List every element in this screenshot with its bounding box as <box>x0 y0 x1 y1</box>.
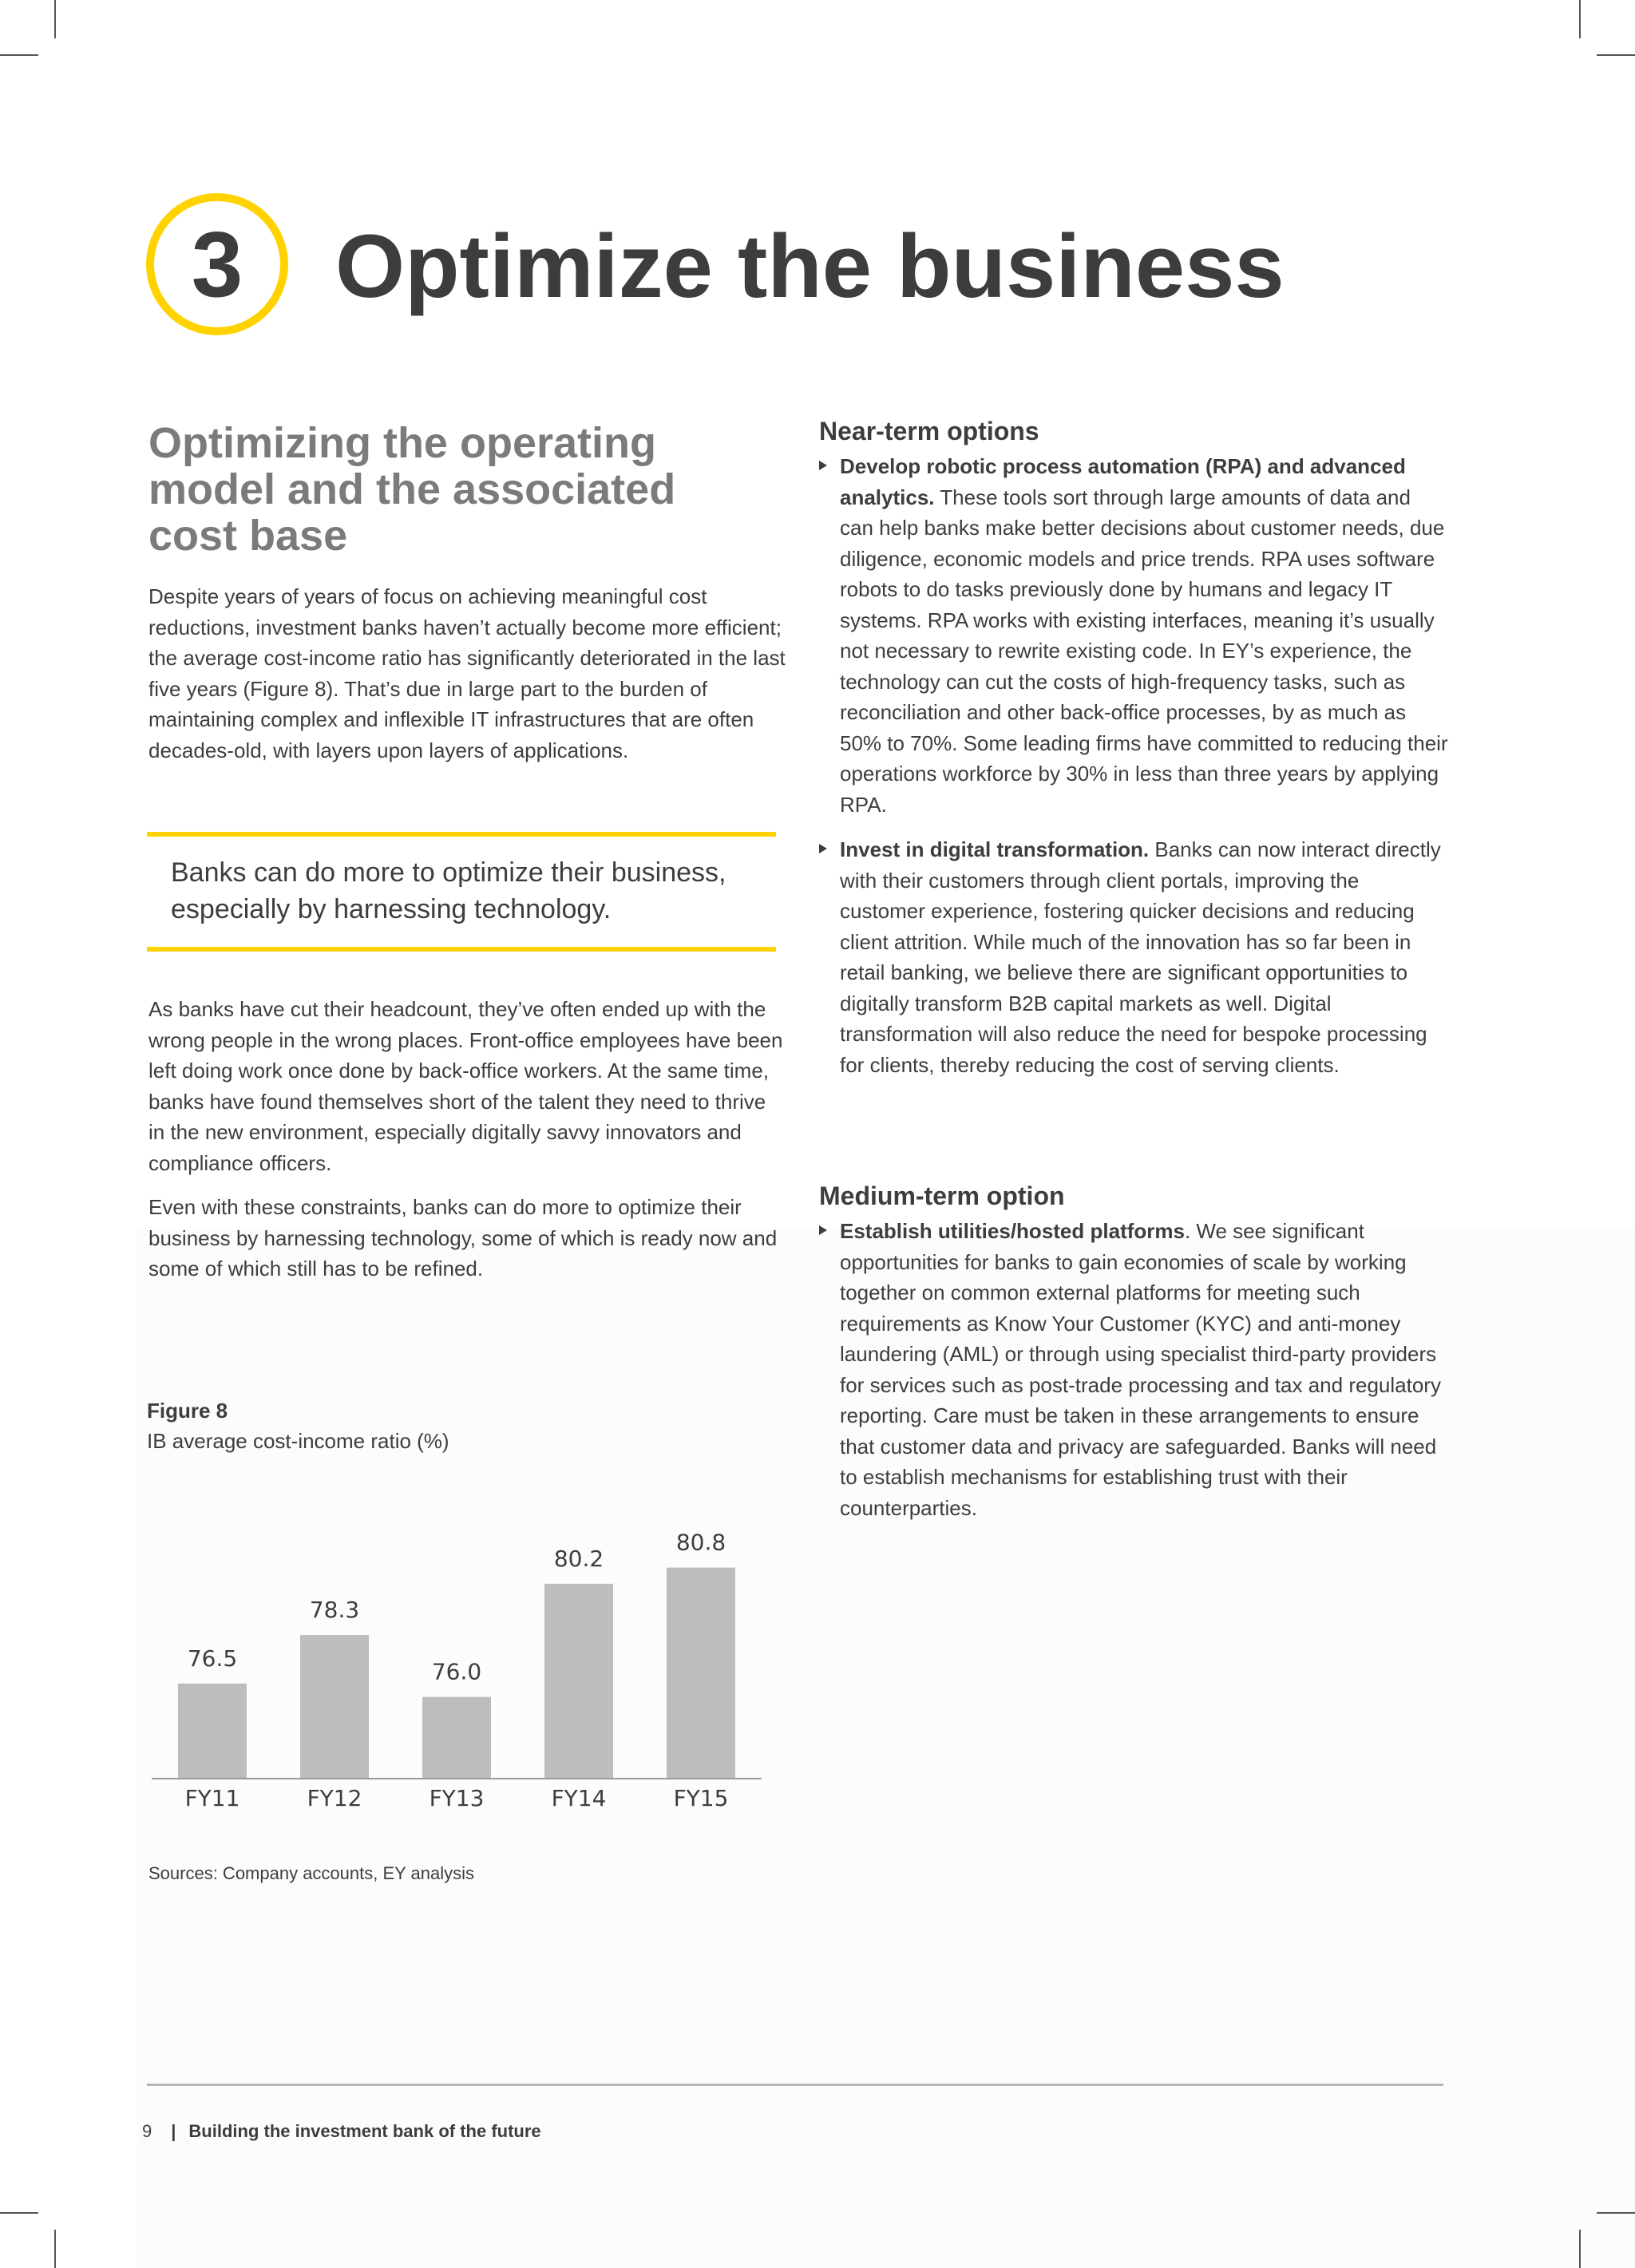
document-title: Building the investment bank of the future <box>188 2121 541 2141</box>
bullet-lead: Establish utilities/hosted platforms <box>840 1219 1185 1243</box>
bullet-triangle-icon <box>819 461 827 470</box>
tick-label-fy12: FY12 <box>307 1785 362 1811</box>
footer-separator: | <box>171 2121 176 2141</box>
data-label-fy14: 80.2 <box>553 1545 604 1572</box>
list-item <box>819 1216 1450 1523</box>
figure-sources: Sources: Company accounts, EY analysis <box>148 1863 475 1883</box>
tick-label-fy11: FY11 <box>184 1785 240 1811</box>
bullet-triangle-icon <box>819 1225 827 1235</box>
crop-mark <box>1579 0 1581 38</box>
crop-mark <box>1597 2212 1635 2214</box>
pull-quote: Banks can do more to optimize their business, especially by harnessing technology. <box>171 857 726 924</box>
bullet-lead: Develop robotic process automation (RPA) and advanced analytics. <box>840 454 1406 509</box>
bar-fy12 <box>300 1635 369 1778</box>
quote-rule-top <box>147 832 776 837</box>
data-label-fy13: 76.0 <box>431 1658 482 1685</box>
crop-mark <box>0 54 38 56</box>
footer-rule <box>147 2084 1443 2086</box>
quote-rule-bottom <box>147 947 776 952</box>
figure-caption: IB average cost-income ratio (%) <box>147 1429 449 1453</box>
paragraph-constraints: Even with these constraints, banks can do more to optimize their business by harnessing technology, some of which is ready now and some of which still has to be refined. <box>148 1195 778 1280</box>
bullet-triangle-icon <box>819 844 827 853</box>
paragraph-intro: Despite years of years of focus on achieving meaningful cost reductions, investment banks haven’t actually become more efficient; the average cost-income ratio has significantly deteriorated in the last five years (Figure 8). That’s due in large part to the burden of maintaining complex and inflexible IT infrastructures that are often decades-old, with layers upon layers of applications. <box>148 584 786 762</box>
bar-fy11 <box>178 1684 247 1778</box>
bar-fy13 <box>422 1697 491 1778</box>
page-number: 9 <box>142 2121 152 2141</box>
crop-mark <box>1579 2230 1581 2268</box>
medium-term-section <box>819 1181 1450 1523</box>
data-label-fy15: 80.8 <box>675 1529 726 1556</box>
list-item <box>819 451 1450 820</box>
tick-label-fy14: FY14 <box>551 1785 607 1811</box>
figure-label: Figure 8 <box>147 1399 228 1423</box>
crop-mark <box>0 2212 38 2214</box>
chapter-number-circle <box>146 193 288 335</box>
near-term-heading: Near-term options <box>819 417 1039 445</box>
footer <box>142 2121 541 2142</box>
crop-mark <box>54 2230 56 2268</box>
crop-mark <box>54 0 56 38</box>
bullet-lead: Invest in digital transformation. <box>840 837 1150 861</box>
section-title: Optimizing the operating model and the associated cost base <box>148 419 676 560</box>
near-term-section <box>819 417 1450 1080</box>
crop-mark <box>1597 54 1635 56</box>
bullet-text: Banks can now interact directly with their customers through client portals, improving the customer experience, fostering quicker decisions and reducing client attrition. While much of the innovation has so far been in retail banking, we believe there are significant opportunities to digitally transform B2B capital markets as well. Digital transformation will also reduce the need for bespoke processing for clients, thereby reducing the cost of serving clients. <box>840 837 1441 1077</box>
bar-fy15 <box>667 1568 735 1778</box>
data-label-fy11: 76.5 <box>187 1645 238 1672</box>
chapter-title: Optimize the business <box>335 216 1285 316</box>
tick-label-fy15: FY15 <box>673 1785 729 1811</box>
chapter-number: 3 <box>191 212 243 316</box>
data-label-fy12: 78.3 <box>309 1597 360 1624</box>
bar-fy14 <box>544 1584 613 1778</box>
bullet-text: . We see significant opportunities for banks to gain economies of scale by working together on common external platforms for meeting such requirements as Know Your Customer (KYC) and anti-money laundering (AML) or through using specialist third-party providers for services such as post-trade processing and tax and regulatory reporting. Care must be taken in these arrangements to ensure that customer data and privacy are safeguarded. Banks will need to establish mechanisms for establishing trust with their counterparties. <box>840 1219 1441 1520</box>
medium-term-heading: Medium-term option <box>819 1181 1065 1210</box>
bar-chart <box>144 1501 782 1820</box>
list-item <box>819 834 1450 1080</box>
tick-label-fy13: FY13 <box>429 1785 485 1811</box>
bullet-text: These tools sort through large amounts of data and can help banks make better decisions about customer needs, due diligence, economic models and price trends. RPA uses software robots to do tasks previously done by humans and legacy IT systems. RPA works with existing interfaces, meaning it’s usually not necessary to rewrite existing code. In EY’s experience, the technology can cut the costs of high-frequency tasks, such as reconciliation and other back-office processes, by as much as 50% to 70%. Some leading firms have committed to reducing their operations workforce by 30% in less than three years by applying RPA. <box>840 485 1448 817</box>
paragraph-headcount: As banks have cut their headcount, they’ve often ended up with the wrong people in the wrong places. Front-office employees have been left doing work once done by back-office workers. At the same time, banks have found themselves short of the talent they need to thrive in the new environment, especially digitally savvy innovators and compliance officers. <box>148 997 783 1175</box>
